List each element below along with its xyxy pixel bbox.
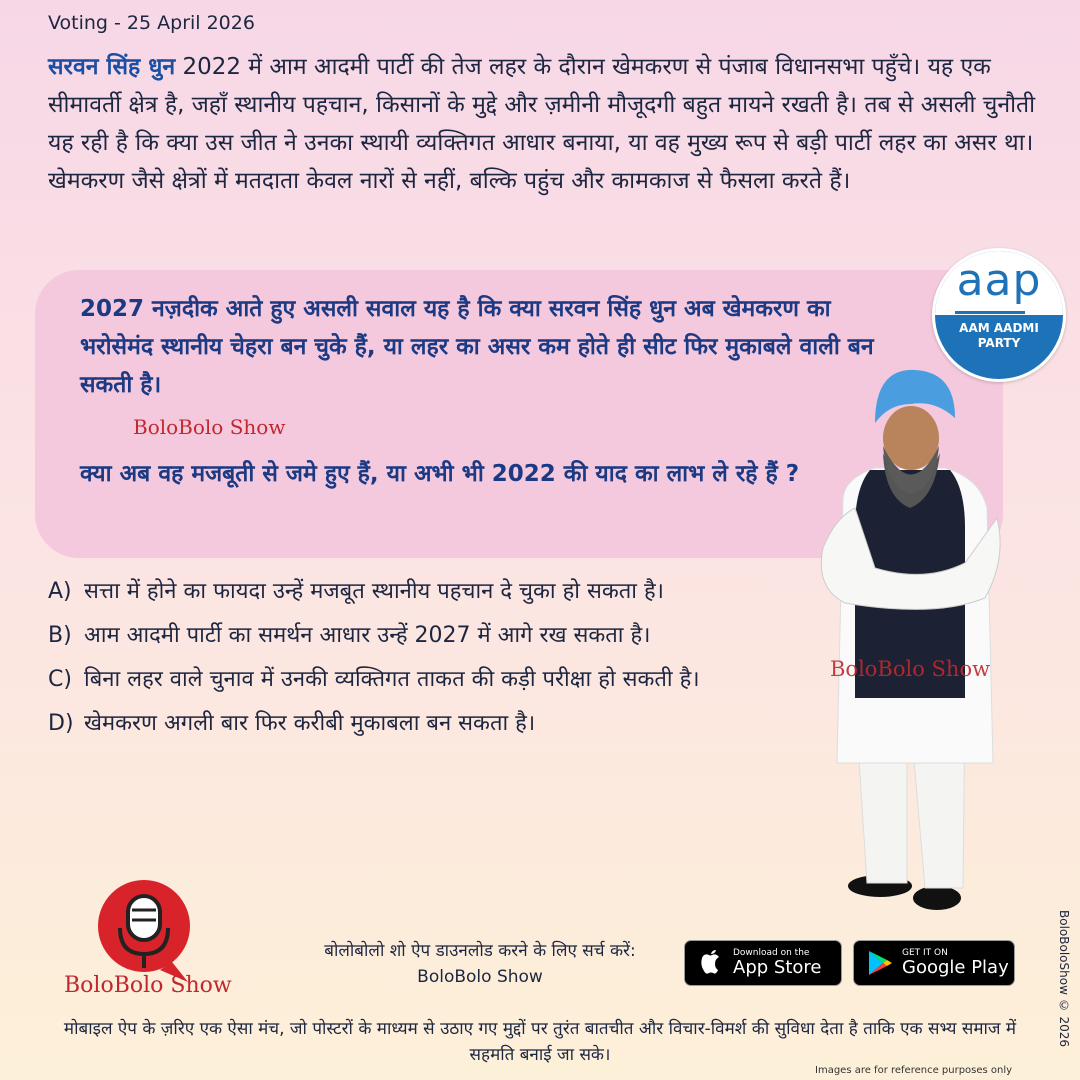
google-play-button[interactable] — [853, 940, 1015, 986]
option-label: C) — [48, 667, 72, 692]
option-d[interactable] — [48, 706, 778, 742]
option-label: B) — [48, 623, 72, 648]
brand-logo-text: BoloBolo Show — [64, 973, 232, 998]
option-label: A) — [48, 579, 72, 604]
option-text: सत्ता में होने का फायदा उन्हें मजबूत स्थानीय पहचान दे चुका हो सकता है। — [84, 579, 664, 604]
google-play-small: GET IT ON — [902, 948, 948, 958]
intro-text: 2022 में आम आदमी पार्टी की तेज लहर के दौरान खेमकरण से पंजाब विधानसभा पहुँचे। यह एक सीमावर्ती क्षेत्र है, जहाँ स्थानीय पहचान, किसानों के मुद्दे और ज़मीनी मौजूदगी बहुत मायने रखती है। तब से असली चुनौती यह रही है कि क्या उस जीत ने उनका स्थायी व्यक्तिगत आधार बनाया, या वह मुख्य रूप से बड़ी पार्टी लहर का असर था। खेमकरण जैसे क्षेत्रों में मतदाता केवल नारों से नहीं, बल्कि पहुंच और कामकाज से फैसला करते हैं। — [48, 54, 1036, 194]
option-text: खेमकरण अगली बार फिर करीबी मुकाबला बन सकता है। — [84, 711, 536, 736]
google-play-big: Google Play — [902, 957, 1009, 978]
option-label: D) — [48, 711, 74, 736]
watermark-text-2: BoloBolo Show — [830, 657, 991, 681]
app-store-small: Download on the — [733, 948, 810, 958]
party-logo-line1: AAM AADMI — [959, 321, 1039, 335]
option-b[interactable] — [48, 618, 778, 654]
sub-question: क्या अब वह मजबूती से जमे हुए हैं, या अभी भी 2022 की याद का लाभ ले रहे हैं ? — [80, 461, 800, 487]
app-store-button[interactable] — [684, 940, 842, 986]
option-a[interactable] — [48, 574, 778, 610]
option-text: आम आदमी पार्टी का समर्थन आधार उन्हें 2027 में आगे रख सकता है। — [84, 623, 651, 648]
poll-date: Voting - 25 April 2026 — [48, 12, 255, 34]
main-question: 2027 नज़दीक आते हुए असली सवाल यह है कि क्या सरवन सिंह धुन अब खेमकरण का भरोसेमंद स्थानीय चेहरा बन चुके हैं, या लहर का असर कम होते ही सीट फिर मुकाबले वाली बन सकती है। — [80, 296, 874, 398]
candidate-name: सरवन सिंह धुन — [48, 54, 176, 80]
candidate-photo — [815, 368, 1005, 928]
app-store-big: App Store — [733, 957, 822, 978]
intro-paragraph — [48, 48, 1048, 200]
party-logo-word: aap — [956, 254, 1042, 306]
option-text: बिना लहर वाले चुनाव में उनकी व्यक्तिगत ताकत की कड़ी परीक्षा हो सकती है। — [84, 667, 700, 692]
google-play-icon — [864, 948, 894, 978]
download-instructions — [280, 938, 680, 990]
copyright-credit: BoloBoloShow © 2026 — [1057, 910, 1071, 1048]
broom-icon — [955, 305, 1025, 314]
download-line2: BoloBolo Show — [417, 967, 543, 987]
footer-text: मोबाइल ऐप के ज़रिए एक ऐसा मंच, जो पोस्टरों के माध्यम से उठाए गए मुद्दों पर तुरंत बातचीत और विचार-विमर्श की सुविधा देता है ताकि एक सभ्य समाज में सहमति बनाई जा सके। — [63, 1019, 1017, 1065]
watermark-text: BoloBolo Show — [133, 415, 286, 439]
answer-options — [48, 574, 778, 750]
party-logo — [932, 248, 1066, 382]
option-c[interactable] — [48, 662, 778, 698]
download-line1: बोलोबोलो शो ऐप डाउनलोड करने के लिए सर्च करें: — [324, 941, 636, 961]
disclaimer-text: Images are for reference purposes only — [815, 1065, 1013, 1076]
party-logo-line2: PARTY — [977, 336, 1021, 350]
apple-icon — [695, 948, 725, 978]
